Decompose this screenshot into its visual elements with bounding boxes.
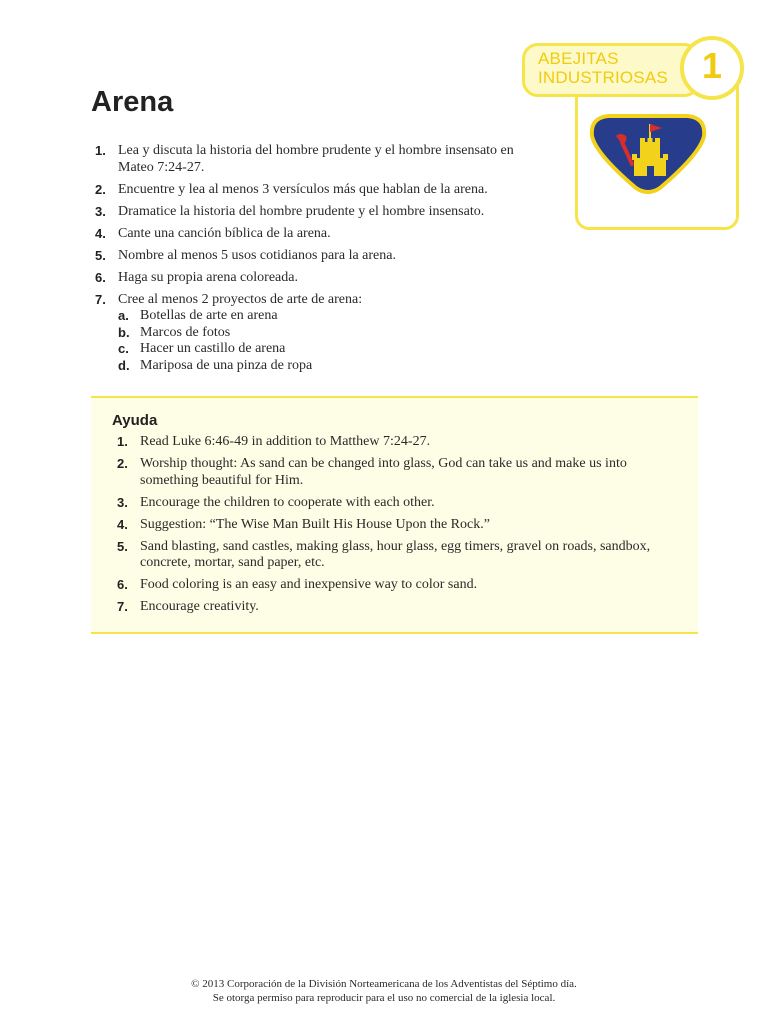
list-item [95, 143, 545, 176]
sub-list-item [118, 325, 545, 342]
item-text: Encourage creativity. [140, 599, 259, 614]
help-title: Ayuda [112, 412, 158, 429]
item-number: 4. [95, 225, 106, 241]
list-item [95, 182, 545, 199]
item-number: 6. [117, 577, 128, 592]
item-number: 5. [117, 538, 128, 554]
sub-list-item [118, 358, 545, 375]
item-number: 5. [95, 247, 106, 263]
item-text: Suggestion: “The Wise Man Built His House Upon the Rock.” [140, 516, 490, 532]
item-text: Lea y discuta la historia del hombre prudente y el hombre insensato en Mateo 7:24-27. [118, 143, 514, 175]
list-item [95, 204, 545, 221]
sub-item-letter: d. [118, 357, 130, 373]
sub-item-text: Mariposa de una pinza de ropa [140, 357, 313, 373]
item-number: 7. [117, 599, 128, 614]
help-list [117, 434, 687, 621]
list-item [117, 577, 687, 594]
sub-item-text: Botellas de arte en arena [140, 308, 278, 323]
item-number: 2. [95, 181, 106, 197]
item-text: Haga su propia arena coloreada. [118, 269, 298, 285]
list-item [95, 292, 545, 375]
item-number: 4. [117, 516, 128, 532]
item-number: 2. [117, 456, 128, 471]
item-text: Dramatice la historia del hombre prudente y el hombre insensato. [118, 203, 485, 219]
sub-item-text: Hacer un castillo de arena [140, 341, 286, 356]
item-number: 7. [95, 291, 106, 307]
item-text: Sand blasting, sand castles, making glass, hour glass, egg timers, gravel on roads, sandbox, concrete, mortar, sand paper, etc. [140, 538, 651, 570]
item-text: Cree al menos 2 proyectos de arte de arena: [118, 291, 363, 307]
footer-line: © 2013 Corporación de la División Norteamericana de los Adventistas del Séptimo día. [191, 978, 577, 990]
list-item [117, 517, 687, 534]
item-text: Worship thought: As sand can be changed into glass, God can take us and make us into something beautiful for Him. [140, 456, 627, 488]
sub-item-letter: a. [118, 308, 129, 323]
item-text: Cante una canción bíblica de la arena. [118, 225, 331, 241]
sand-castle-badge-icon [586, 112, 710, 194]
page-title: Arena [91, 86, 174, 118]
sub-item-letter: c. [118, 341, 129, 356]
item-text: Nombre al menos 5 usos cotidianos para la arena. [118, 247, 396, 263]
list-item [95, 248, 545, 265]
level-number: 1 [701, 45, 723, 86]
sub-list [118, 308, 545, 374]
sub-item-text: Marcos de fotos [140, 324, 231, 340]
level-name: ABEJITAS INDUSTRIOSAS [538, 49, 668, 87]
copyright-footer [0, 977, 768, 1005]
list-item [117, 456, 687, 489]
list-item [117, 599, 687, 616]
list-item [95, 270, 545, 287]
item-number: 3. [95, 203, 106, 219]
sub-item-letter: b. [118, 324, 130, 340]
item-text: Read Luke 6:46-49 in addition to Matthew 7:24-27. [140, 434, 431, 449]
item-text: Encuentre y lea al menos 3 versículos más que hablan de la arena. [118, 181, 488, 197]
list-item [117, 434, 687, 451]
sub-list-item [118, 308, 545, 325]
item-number: 1. [117, 434, 128, 449]
item-number: 6. [95, 269, 106, 285]
list-item [117, 539, 687, 572]
sub-list-item [118, 341, 545, 358]
item-text: Food coloring is an easy and inexpensive way to color sand. [140, 577, 478, 592]
item-number: 1. [95, 143, 106, 158]
requirements-list [95, 143, 545, 380]
list-item [95, 226, 545, 243]
item-text: Encourage the children to cooperate with each other. [140, 494, 435, 510]
footer-line: Se otorga permiso para reproducir para el uso no comercial de la iglesia local. [212, 992, 556, 1004]
list-item [117, 495, 687, 512]
item-number: 3. [117, 494, 128, 510]
